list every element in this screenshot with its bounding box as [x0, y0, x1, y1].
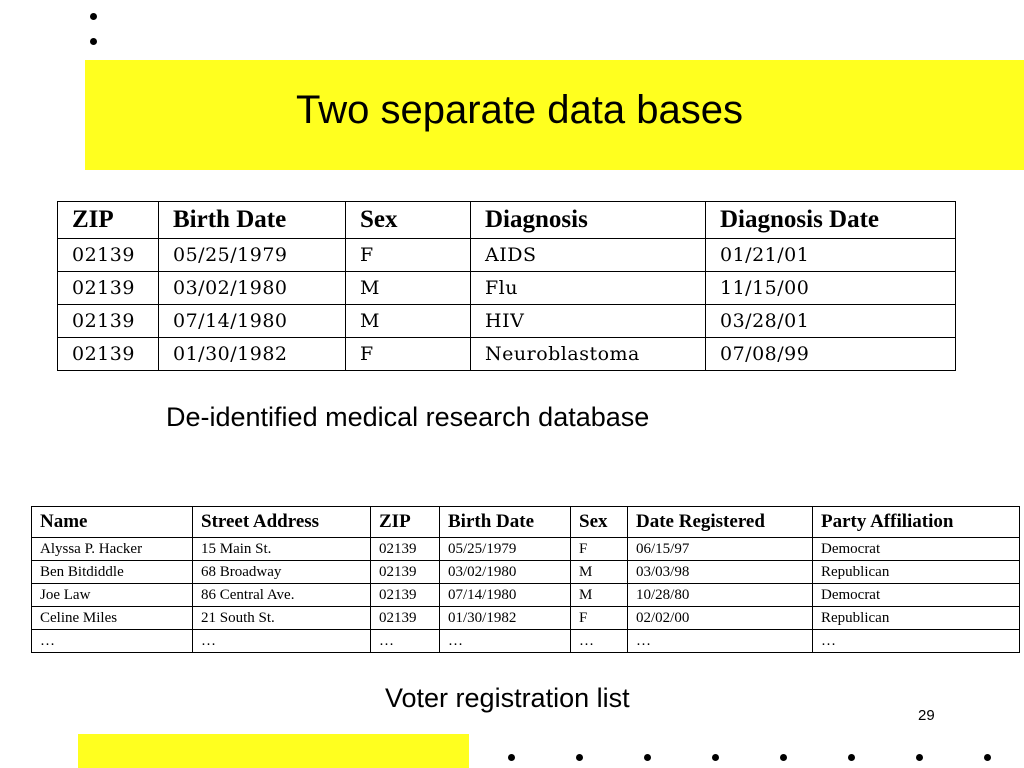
table-cell: 03/02/1980: [440, 561, 571, 584]
table-cell: F: [346, 338, 471, 371]
table-cell: F: [571, 538, 628, 561]
dot-icon: [780, 754, 787, 761]
table-cell: …: [193, 630, 371, 653]
horizontal-dots-decoration: [500, 750, 1010, 764]
column-header: Date Registered: [628, 507, 813, 538]
table-cell: 02139: [58, 272, 159, 305]
dot-icon: [916, 754, 923, 761]
table-cell: 03/03/98: [628, 561, 813, 584]
table-cell: Republican: [813, 561, 1020, 584]
table-cell: 03/02/1980: [159, 272, 346, 305]
table-row: [58, 338, 956, 371]
table-cell: AIDS: [471, 239, 706, 272]
table-row: [58, 305, 956, 338]
table-cell: Ben Bitdiddle: [32, 561, 193, 584]
table-cell: 07/14/1980: [159, 305, 346, 338]
table-cell: HIV: [471, 305, 706, 338]
table-cell: M: [346, 305, 471, 338]
table-cell: 01/21/01: [706, 239, 956, 272]
table-cell: 05/25/1979: [159, 239, 346, 272]
table-cell: …: [628, 630, 813, 653]
table-row: [32, 561, 1020, 584]
column-header: Street Address: [193, 507, 371, 538]
table-cell: 02139: [371, 561, 440, 584]
table-cell: 02139: [371, 607, 440, 630]
column-header: Diagnosis: [471, 202, 706, 239]
column-header: Sex: [571, 507, 628, 538]
table-cell: 07/14/1980: [440, 584, 571, 607]
table-cell: …: [32, 630, 193, 653]
table-cell: 02139: [58, 305, 159, 338]
table-header-row: [58, 202, 956, 239]
slide-title: Two separate data bases: [296, 88, 743, 132]
table-cell: 06/15/97: [628, 538, 813, 561]
column-header: Diagnosis Date: [706, 202, 956, 239]
table-cell: 68 Broadway: [193, 561, 371, 584]
table-row: [32, 607, 1020, 630]
table-cell: 11/15/00: [706, 272, 956, 305]
table-cell: M: [346, 272, 471, 305]
table-cell: Republican: [813, 607, 1020, 630]
column-header: Name: [32, 507, 193, 538]
table-cell: 86 Central Ave.: [193, 584, 371, 607]
column-header: ZIP: [371, 507, 440, 538]
table-cell: M: [571, 561, 628, 584]
table-cell: M: [571, 584, 628, 607]
table-row: [32, 538, 1020, 561]
table-cell: 15 Main St.: [193, 538, 371, 561]
table-cell: …: [371, 630, 440, 653]
bottom-yellow-bar: [78, 734, 469, 768]
table-cell: Democrat: [813, 538, 1020, 561]
table-cell: F: [571, 607, 628, 630]
table-cell: 21 South St.: [193, 607, 371, 630]
table-cell: Flu: [471, 272, 706, 305]
table-cell: …: [440, 630, 571, 653]
voter-table-caption: Voter registration list: [385, 683, 630, 713]
table-cell: Neuroblastoma: [471, 338, 706, 371]
table-cell: …: [571, 630, 628, 653]
column-header: ZIP: [58, 202, 159, 239]
dot-icon: [848, 754, 855, 761]
dot-icon: [90, 38, 97, 45]
medical-research-table: [57, 201, 956, 371]
dot-icon: [984, 754, 991, 761]
table-cell: 03/28/01: [706, 305, 956, 338]
table-cell: 02/02/00: [628, 607, 813, 630]
table-row: [58, 272, 956, 305]
table-cell: Democrat: [813, 584, 1020, 607]
table-cell: 02139: [371, 538, 440, 561]
dot-icon: [576, 754, 583, 761]
column-header: Birth Date: [440, 507, 571, 538]
table-cell: 02139: [371, 584, 440, 607]
page-number: 29: [918, 707, 935, 724]
table-cell: 01/30/1982: [159, 338, 346, 371]
table-row: [32, 584, 1020, 607]
table-header-row: [32, 507, 1020, 538]
table-cell: 10/28/80: [628, 584, 813, 607]
table-cell: 07/08/99: [706, 338, 956, 371]
dot-icon: [508, 754, 515, 761]
dot-icon: [90, 13, 97, 20]
table-cell: 05/25/1979: [440, 538, 571, 561]
column-header: Party Affiliation: [813, 507, 1020, 538]
table-cell: 01/30/1982: [440, 607, 571, 630]
table-cell: F: [346, 239, 471, 272]
table-cell: Alyssa P. Hacker: [32, 538, 193, 561]
table-cell: Celine Miles: [32, 607, 193, 630]
column-header: Sex: [346, 202, 471, 239]
medical-table-caption: De-identified medical research database: [166, 402, 650, 432]
column-header: Birth Date: [159, 202, 346, 239]
dot-icon: [712, 754, 719, 761]
table-cell: 02139: [58, 239, 159, 272]
table-row: [32, 630, 1020, 653]
table-cell: …: [813, 630, 1020, 653]
table-cell: 02139: [58, 338, 159, 371]
table-cell: Joe Law: [32, 584, 193, 607]
voter-registration-table: [31, 506, 1020, 653]
dot-icon: [644, 754, 651, 761]
table-row: [58, 239, 956, 272]
